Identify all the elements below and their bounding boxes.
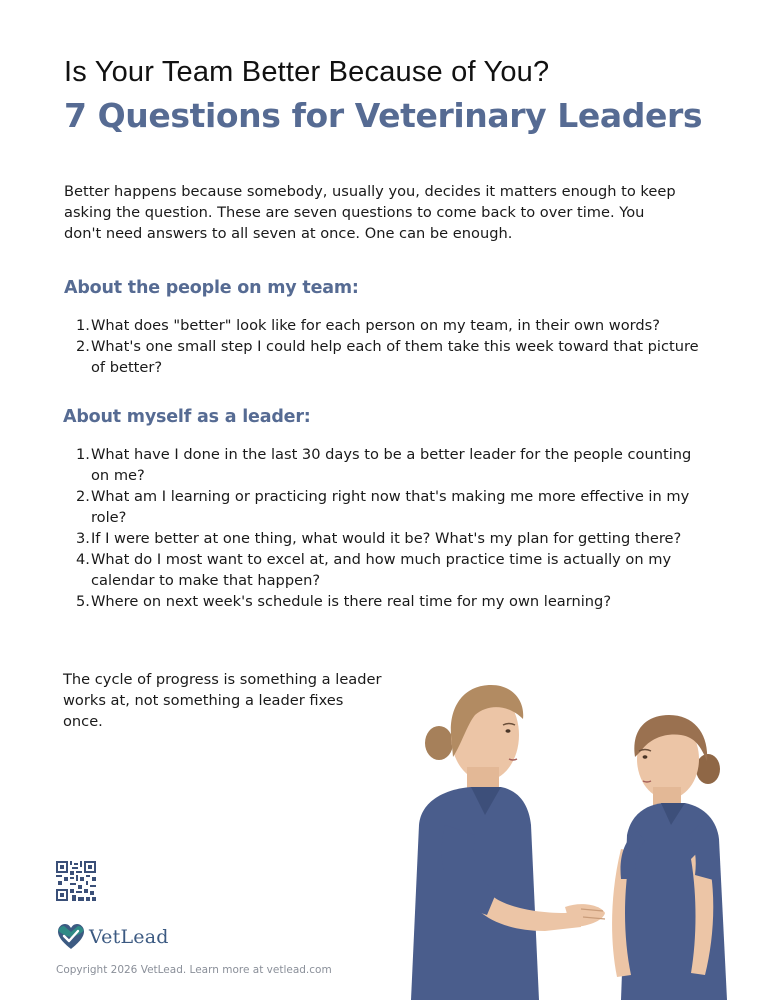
list-item	[64, 315, 704, 336]
list-item-text: What's one small step I could help each of them take this week toward that picture of better?	[91, 338, 699, 376]
section-heading-self: About myself as a leader:	[63, 407, 311, 427]
list-item-text: What do I most want to excel at, and how much practice time is actually on my calendar to make that happen?	[91, 551, 672, 589]
list-item	[64, 486, 704, 528]
copyright-text: Copyright 2026 VetLead. Learn more at vetlead.com	[56, 964, 332, 976]
closing-statement: The cycle of progress is something a leader works at, not something a leader fixes once.	[63, 671, 382, 730]
intro-paragraph: Better happens because somebody, usually you, decides it matters enough to keep asking the question. These are seven questions to come back to over time. You don't need answers to all seven at once. One can be enough.	[64, 183, 676, 242]
section-heading-team: About the people on my team:	[64, 278, 359, 298]
qr-code-icon[interactable]	[56, 861, 96, 901]
list-item-text: If I were better at one thing, what would it be? What's my plan for getting there?	[91, 530, 682, 547]
list-item	[64, 444, 704, 486]
logo-text: VetLead	[89, 926, 169, 948]
list-item	[64, 591, 704, 612]
list-item-number: 4.	[76, 551, 90, 568]
left-person-figure	[411, 685, 605, 1000]
list-item-text: What am I learning or practicing right now that's making me more effective in my role?	[91, 488, 690, 526]
list-item-text: What have I done in the last 30 days to be a better leader for the people counting on me?	[91, 446, 692, 484]
list-item-number: 3.	[76, 530, 90, 547]
team-questions-list	[64, 315, 704, 378]
list-item	[64, 336, 704, 378]
list-item-text: What does "better" look like for each person on my team, in their own words?	[91, 317, 660, 334]
list-item-number: 2.	[76, 338, 90, 355]
right-person-figure	[612, 715, 727, 1000]
page-subtitle: 7 Questions for Veterinary Leaders	[64, 96, 703, 135]
list-item	[64, 549, 704, 591]
page-title: Is Your Team Better Because of You?	[64, 56, 550, 88]
vetlead-logo[interactable]	[56, 921, 169, 953]
vetlead-heart-check-icon	[56, 922, 86, 952]
list-item	[64, 528, 704, 549]
two-veterinary-staff-in-scrubs-talking-illustration	[405, 675, 773, 1000]
list-item-text: Where on next week's schedule is there real time for my own learning?	[91, 593, 612, 610]
list-item-number: 1.	[76, 446, 90, 463]
self-questions-list	[64, 444, 704, 612]
list-item-number: 5.	[76, 593, 90, 610]
list-item-number: 2.	[76, 488, 90, 505]
list-item-number: 1.	[76, 317, 90, 334]
